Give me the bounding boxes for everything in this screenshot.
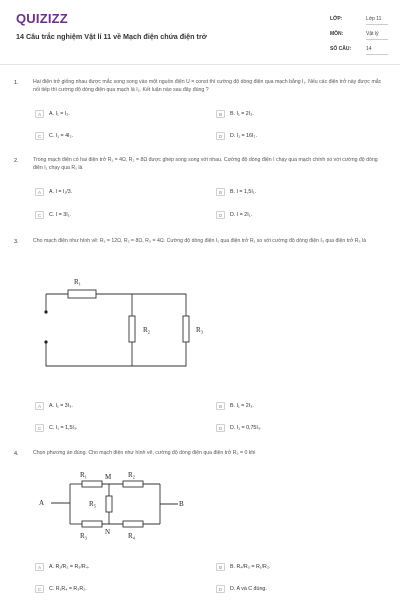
header-divider bbox=[0, 64, 400, 65]
option-text: A. I₁ = 3I₃. bbox=[49, 403, 73, 409]
option-text: B. I = 1,5I₁. bbox=[230, 189, 257, 195]
question-4-option-d[interactable] bbox=[216, 585, 267, 593]
question-3-option-a[interactable] bbox=[35, 402, 73, 410]
node-a-label: A bbox=[39, 499, 45, 507]
question-4-number: 4. bbox=[14, 451, 19, 457]
option-text: D. I₁ = 0,75I₃. bbox=[230, 425, 262, 431]
option-text: C. I₁ = 4I₂. bbox=[49, 133, 74, 139]
question-count-label: SỐ CÂU: bbox=[330, 46, 352, 52]
resistor-r5-label: R₅ bbox=[89, 500, 97, 508]
resistor-r3-label: R₃ bbox=[80, 532, 88, 540]
resistor-r2-label: R₂ bbox=[128, 471, 136, 479]
option-text: C. I = 3I₁. bbox=[49, 212, 71, 218]
question-4-option-c[interactable] bbox=[35, 585, 87, 593]
resistor-r4-label: R₄ bbox=[128, 532, 136, 540]
option-text: C. R₁R₄ = R₃R₂. bbox=[49, 586, 87, 592]
worksheet-header bbox=[0, 0, 400, 66]
question-3-circuit-diagram bbox=[36, 270, 206, 380]
question-3-option-b[interactable] bbox=[216, 402, 254, 410]
question-2-option-b[interactable] bbox=[216, 188, 256, 196]
question-1-option-c[interactable] bbox=[35, 132, 73, 140]
option-letter-box: B bbox=[216, 563, 225, 571]
terminal-dot-bottom bbox=[44, 340, 47, 343]
option-letter-box: C bbox=[35, 585, 44, 593]
option-letter-box: D bbox=[216, 132, 225, 140]
question-4-text: Chọn phương án đúng. Cho mạch điện như hình vẽ, cường độ dòng điện qua điện trở R₅ = 0 khi bbox=[33, 450, 256, 456]
option-text: D. I₁ = 16I₂. bbox=[230, 133, 257, 139]
question-2-option-a[interactable] bbox=[35, 188, 72, 196]
node-b-label: B bbox=[179, 500, 184, 508]
class-label: LỚP: bbox=[330, 16, 343, 22]
option-text: A. I = I₁/3. bbox=[49, 189, 73, 195]
option-letter-box: C bbox=[35, 132, 44, 140]
option-text: B. I₁ = 2I₃. bbox=[230, 403, 254, 409]
question-2-option-d[interactable] bbox=[216, 211, 252, 219]
option-letter-box: A bbox=[35, 110, 44, 118]
question-4-option-a[interactable] bbox=[35, 563, 89, 571]
question-3-text: Cho mạch điện như hình vẽ: R₁ = 12Ω, R₂ = 8Ω, R₃ = 4Ω. Cường độ dòng điện I₁ qua điện trở R₁ so với cường độ dòng điện I₃ qua điện trở R₃ là bbox=[33, 238, 367, 244]
question-3-option-c[interactable] bbox=[35, 424, 78, 432]
option-text: A. I₁ = I₂. bbox=[49, 111, 70, 117]
question-3-number: 3. bbox=[14, 239, 19, 245]
question-2-option-c[interactable] bbox=[35, 211, 71, 219]
option-letter-box: B bbox=[216, 188, 225, 196]
question-2-text: Trong mạch điện có hai điện trở R₁ = 4Ω, R₂ = 8Ω được ghép song song với nhau. Cường độ dòng điện I chạy qua mạch chính so với cường độ dòng điện I₁ chạy qua R₁ là bbox=[33, 157, 378, 172]
question-1-number: 1. bbox=[14, 80, 19, 86]
option-text: B. I₁ = 2I₂. bbox=[230, 111, 254, 117]
option-letter-box: D bbox=[216, 585, 225, 593]
option-letter-box: C bbox=[35, 211, 44, 219]
worksheet-title: 14 Câu trắc nghiệm Vật lí 11 về Mạch điện chứa điện trở bbox=[16, 32, 207, 41]
terminal-dot-top bbox=[44, 310, 47, 313]
resistor-r3-label: R₃ bbox=[196, 326, 204, 334]
option-text: D. A và C đúng. bbox=[230, 586, 267, 592]
quizizz-logo: QUIZIZZ bbox=[16, 11, 68, 26]
question-2-number: 2. bbox=[14, 158, 19, 164]
option-letter-box: C bbox=[35, 424, 44, 432]
option-letter-box: A bbox=[35, 402, 44, 410]
question-4-option-b[interactable] bbox=[216, 563, 270, 571]
resistor-r2-label: R₂ bbox=[143, 326, 151, 334]
question-4-circuit-diagram bbox=[36, 466, 196, 548]
subject-label: MÔN: bbox=[330, 31, 344, 37]
resistor-r1-label: R₁ bbox=[74, 278, 82, 286]
option-letter-box: D bbox=[216, 211, 225, 219]
question-1-text: Hai điện trở giống nhau được mắc song song vào một nguồn điện U = const thì cường độ dòng điện qua mạch bằng I₁. Nếu các điện trở này được mắc nối tiếp thì cường độ dòng điện qua mạch là I₂. Kết luận nào sau đây đúng ? bbox=[33, 79, 382, 94]
question-3-option-d[interactable] bbox=[216, 424, 261, 432]
option-text: A. R₁/R₂ = R₃/R₄. bbox=[49, 564, 90, 570]
question-1-option-d[interactable] bbox=[216, 132, 257, 140]
option-letter-box: A bbox=[35, 188, 44, 196]
option-letter-box: A bbox=[35, 563, 44, 571]
question-1-option-b[interactable] bbox=[216, 110, 254, 118]
question-count-value: 14 bbox=[366, 46, 388, 55]
subject-value: Vật lý bbox=[366, 31, 388, 40]
resistor-r1-label: R₁ bbox=[80, 471, 88, 479]
option-text: D. I = 2I₁. bbox=[230, 212, 252, 218]
node-m-label: M bbox=[105, 473, 112, 481]
option-letter-box: B bbox=[216, 110, 225, 118]
node-n-label: N bbox=[105, 528, 111, 536]
question-1-option-a[interactable] bbox=[35, 110, 70, 118]
option-text: B. R₄/R₃ = R₁/R₂. bbox=[230, 564, 271, 570]
option-letter-box: B bbox=[216, 402, 225, 410]
option-letter-box: D bbox=[216, 424, 225, 432]
class-value: Lớp 11 bbox=[366, 16, 388, 25]
option-text: C. I₁ = 1,5I₃. bbox=[49, 425, 78, 431]
